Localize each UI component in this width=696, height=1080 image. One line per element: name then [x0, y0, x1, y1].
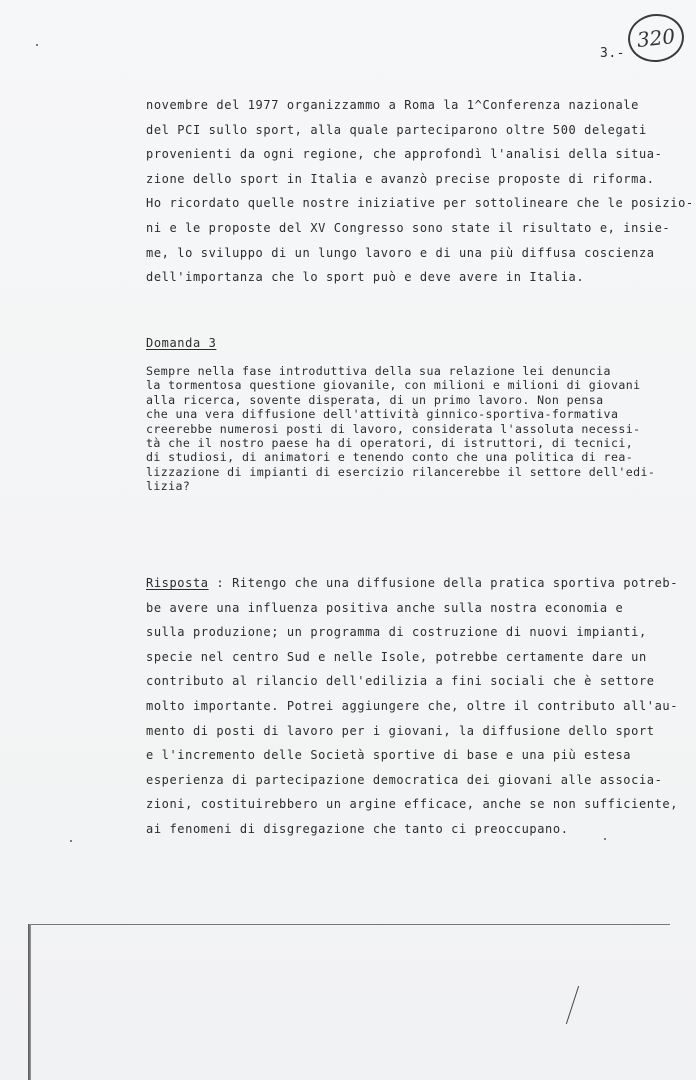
- answer-paragraph: [146, 571, 679, 842]
- text-line: me, lo sviluppo di un lungo lavoro e di una più diffusa coscienza: [146, 245, 655, 260]
- text-line: esperienza di partecipazione democratica dei giovani alle associa-: [146, 772, 663, 787]
- scan-speck: [36, 44, 38, 46]
- question-paragraph: [146, 364, 656, 494]
- scan-edge-vertical: [28, 924, 31, 1080]
- answer-first-line-text: : Ritengo che una diffusione della pratica sportiva potreb-: [208, 576, 679, 590]
- text-line: sulla produzione; un programma di costruzione di nuovi impianti,: [146, 625, 647, 640]
- text-line: tà che il nostro paese ha di operatori, di istruttori, di tecnici,: [146, 436, 634, 451]
- text-line: zione dello sport in Italia e avanzò precise proposte di riforma.: [146, 171, 655, 186]
- text-line: dell'importanza che lo sport può e deve avere in Italia.: [146, 270, 585, 285]
- answer-label: Risposta: [146, 576, 209, 590]
- scan-edge-horizontal: [30, 924, 670, 925]
- scan-speck: [604, 838, 606, 840]
- text-line: Sempre nella fase introduttiva della sua relazione lei denuncia: [146, 364, 611, 378]
- text-line: di studiosi, di animatori e tenendo conto che una politica di rea-: [146, 450, 634, 465]
- text-line: ni e le proposte del XV Congresso sono state il risultato e, insie-: [146, 220, 671, 235]
- answer-first-line: [146, 571, 679, 596]
- text-line: zioni, costituirebbero un argine efficace, anche se non sufficiente,: [146, 797, 679, 812]
- text-line: molto importante. Potrei aggiungere che, oltre il contributo all'au-: [146, 698, 679, 713]
- text-line: la tormentosa questione giovanile, con milioni e milioni di giovani: [146, 378, 641, 393]
- question-heading-text: Domanda 3: [146, 336, 217, 350]
- question-heading: [146, 336, 636, 350]
- scan-speck: [70, 840, 72, 842]
- text-line: Ho ricordato quelle nostre iniziative per sottolineare che le posizio-: [146, 196, 694, 211]
- text-line: novembre del 1977 organizzammo a Roma la 1^Conferenza nazionale: [146, 98, 639, 112]
- pen-mark: [566, 986, 579, 1024]
- text-line: be avere una influenza positiva anche sulla nostra economia e: [146, 600, 624, 615]
- text-line: creerebbe numerosi posti di lavoro, considerata l'assoluta necessi-: [146, 421, 641, 436]
- text-line: mento di posti di lavoro per i giovani, la diffusione dello sport: [146, 723, 655, 738]
- intro-paragraph: [146, 93, 694, 290]
- page-number: 3.-: [600, 46, 625, 61]
- text-line: che una vera diffusione dell'attività ginnico-sportiva-formativa: [146, 407, 619, 422]
- text-line: specie nel centro Sud e nelle Isole, potrebbe certamente dare un: [146, 649, 647, 664]
- text-line: del PCI sullo sport, alla quale parteciparono oltre 500 delegati: [146, 122, 647, 137]
- text-line: contributo al rilancio dell'edilizia a fini sociali che è settore: [146, 674, 655, 689]
- text-line: alla ricerca, sovente disperata, di un primo lavoro. Non pensa: [146, 392, 604, 407]
- archive-stamp: 320: [626, 11, 687, 65]
- text-line: ai fenomeni di disgregazione che tanto ci preoccupano.: [146, 821, 569, 836]
- text-line: lizia?: [146, 479, 191, 494]
- text-line: lizzazione di impianti di esercizio rilancerebbe il settore dell'edi-: [146, 464, 656, 479]
- text-line: e l'incremento delle Società sportive di base e una più estesa: [146, 748, 632, 763]
- text-line: provenienti da ogni regione, che approfondì l'analisi della situa-: [146, 147, 663, 162]
